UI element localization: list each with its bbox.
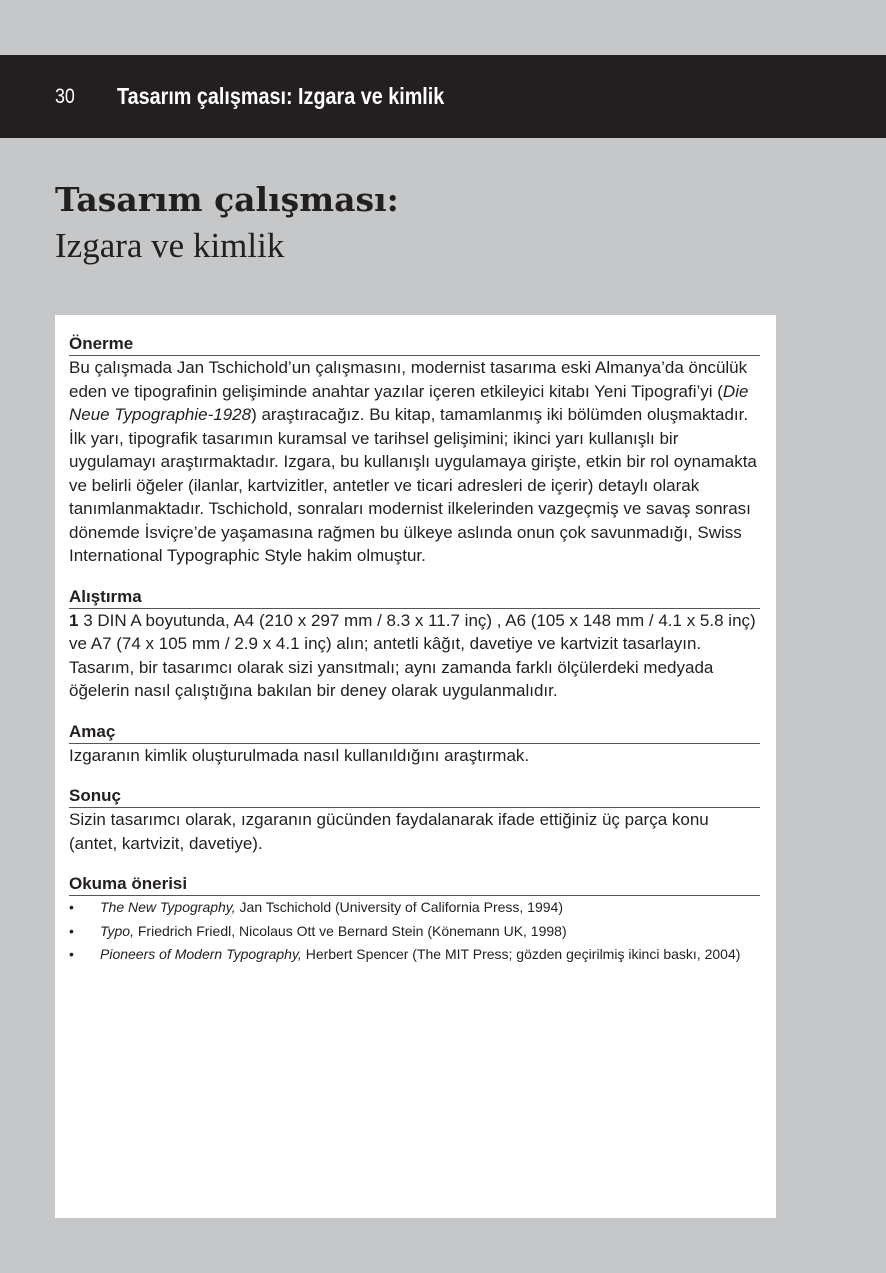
header-bar bbox=[0, 55, 886, 138]
reading-item bbox=[69, 896, 760, 920]
reading-item-details: Friedrich Friedl, Nicolaus Ott ve Bernard Stein (Könemann UK, 1998) bbox=[133, 922, 567, 939]
title-line-2: Izgara ve kimlik bbox=[55, 226, 285, 265]
exercise-number: 1 bbox=[69, 610, 79, 630]
exercise-text bbox=[69, 609, 760, 703]
reading-item-title: Pioneers of Modern Typography, bbox=[100, 946, 302, 962]
content-body bbox=[69, 333, 760, 985]
bullet: • bbox=[69, 946, 74, 962]
result-heading: Sonuç bbox=[69, 785, 760, 808]
result-text: Sizin tasarımcı olarak, ızgaranın gücünden faydalanarak ifade ettiğiniz üç parça konu (antet, kartvizit, davetiye). bbox=[69, 810, 709, 853]
reading-item-details: Herbert Spencer (The MIT Press; gözden geçirilmiş ikinci baskı, 2004) bbox=[301, 946, 741, 962]
result-section bbox=[69, 785, 760, 855]
reading-item-title: The New Typography, bbox=[100, 899, 236, 915]
reading-heading: Okuma önerisi bbox=[69, 873, 760, 896]
page-title bbox=[55, 177, 399, 269]
reading-list bbox=[69, 896, 760, 967]
premise-text-a: Bu çalışmada Jan Tschichold’un çalışmasını, modernist tasarıma eski Almanya’da öncülük eden ve tipografinin gelişiminde anahtar yazılar içeren etkileyici kitabı Yeni Tipografi’yi ( bbox=[69, 358, 748, 401]
reading-item bbox=[69, 920, 760, 944]
exercise-heading: Alıştırma bbox=[69, 586, 760, 609]
reading-item-details: Jan Tschichold (University of California Press, 1994) bbox=[235, 899, 563, 915]
bullet: • bbox=[69, 922, 74, 939]
page-number: 30 bbox=[55, 85, 75, 108]
exercise-description: 3 DIN A boyutunda, A4 (210 x 297 mm / 8.3 x 11.7 inç) , A6 (105 x 148 mm / 4.1 x 5.8 inç) ve A7 (74 x 105 mm / 2.9 x 4.1 inç) alın; antetli kâğıt, davetiye ve kartvizit tasarlayın. Tasarım, bir tasarımcı olarak sizi yansıtmalı; aynı zamanda farklı ölçülerdeki medyada öğelerin nasıl çalıştığına bakılan bir deney olarak uygulanmalıdır. bbox=[69, 610, 756, 700]
title-line-1: Tasarım çalışması: bbox=[55, 180, 399, 219]
aim-text: Izgaranın kimlik oluşturulmada nasıl kullanıldığını araştırmak. bbox=[69, 745, 530, 765]
content-card bbox=[55, 315, 776, 1218]
premise-text bbox=[69, 356, 760, 568]
premise-book-title: Die Neue Typographie-1928 bbox=[69, 381, 749, 424]
exercise-section bbox=[69, 586, 760, 703]
running-title: Tasarım çalışması: Izgara ve kimlik bbox=[117, 83, 445, 109]
reading-item-title: Typo, bbox=[100, 922, 134, 939]
reading-section bbox=[69, 873, 760, 967]
aim-heading: Amaç bbox=[69, 721, 760, 744]
premise-heading: Önerme bbox=[69, 333, 760, 356]
aim-section bbox=[69, 721, 760, 768]
reading-item bbox=[69, 943, 760, 967]
bullet: • bbox=[69, 899, 74, 915]
premise-text-b: ) araştıracağız. Bu kitap, tamamlanmış iki bölümden oluşmaktadır. İlk yarı, tipografik tasarımın kuramsal ve tarihsel gelişimini; ikinci yarı kullanışlı bir uygulamayı araştırmaktadır. Izgara, bu kullanışlı uygulamaya girişte, etkin bir rol oynamakta ve belirli öğeler (ilanlar, kartvizitler, antetler ve ticari adresleri de içerir) detaylı olarak tanımlanmaktadır. Tschichold, sonraları modernist ilkelerinden vazgeçmiş ve savaş sonrası dönemde İsviçre’de yaşamasına rağmen bu ülkeye aslında onun çok savunmadığı, Swiss International Typographic Style hakim olmuştur. bbox=[69, 405, 757, 565]
premise-section bbox=[69, 333, 760, 568]
